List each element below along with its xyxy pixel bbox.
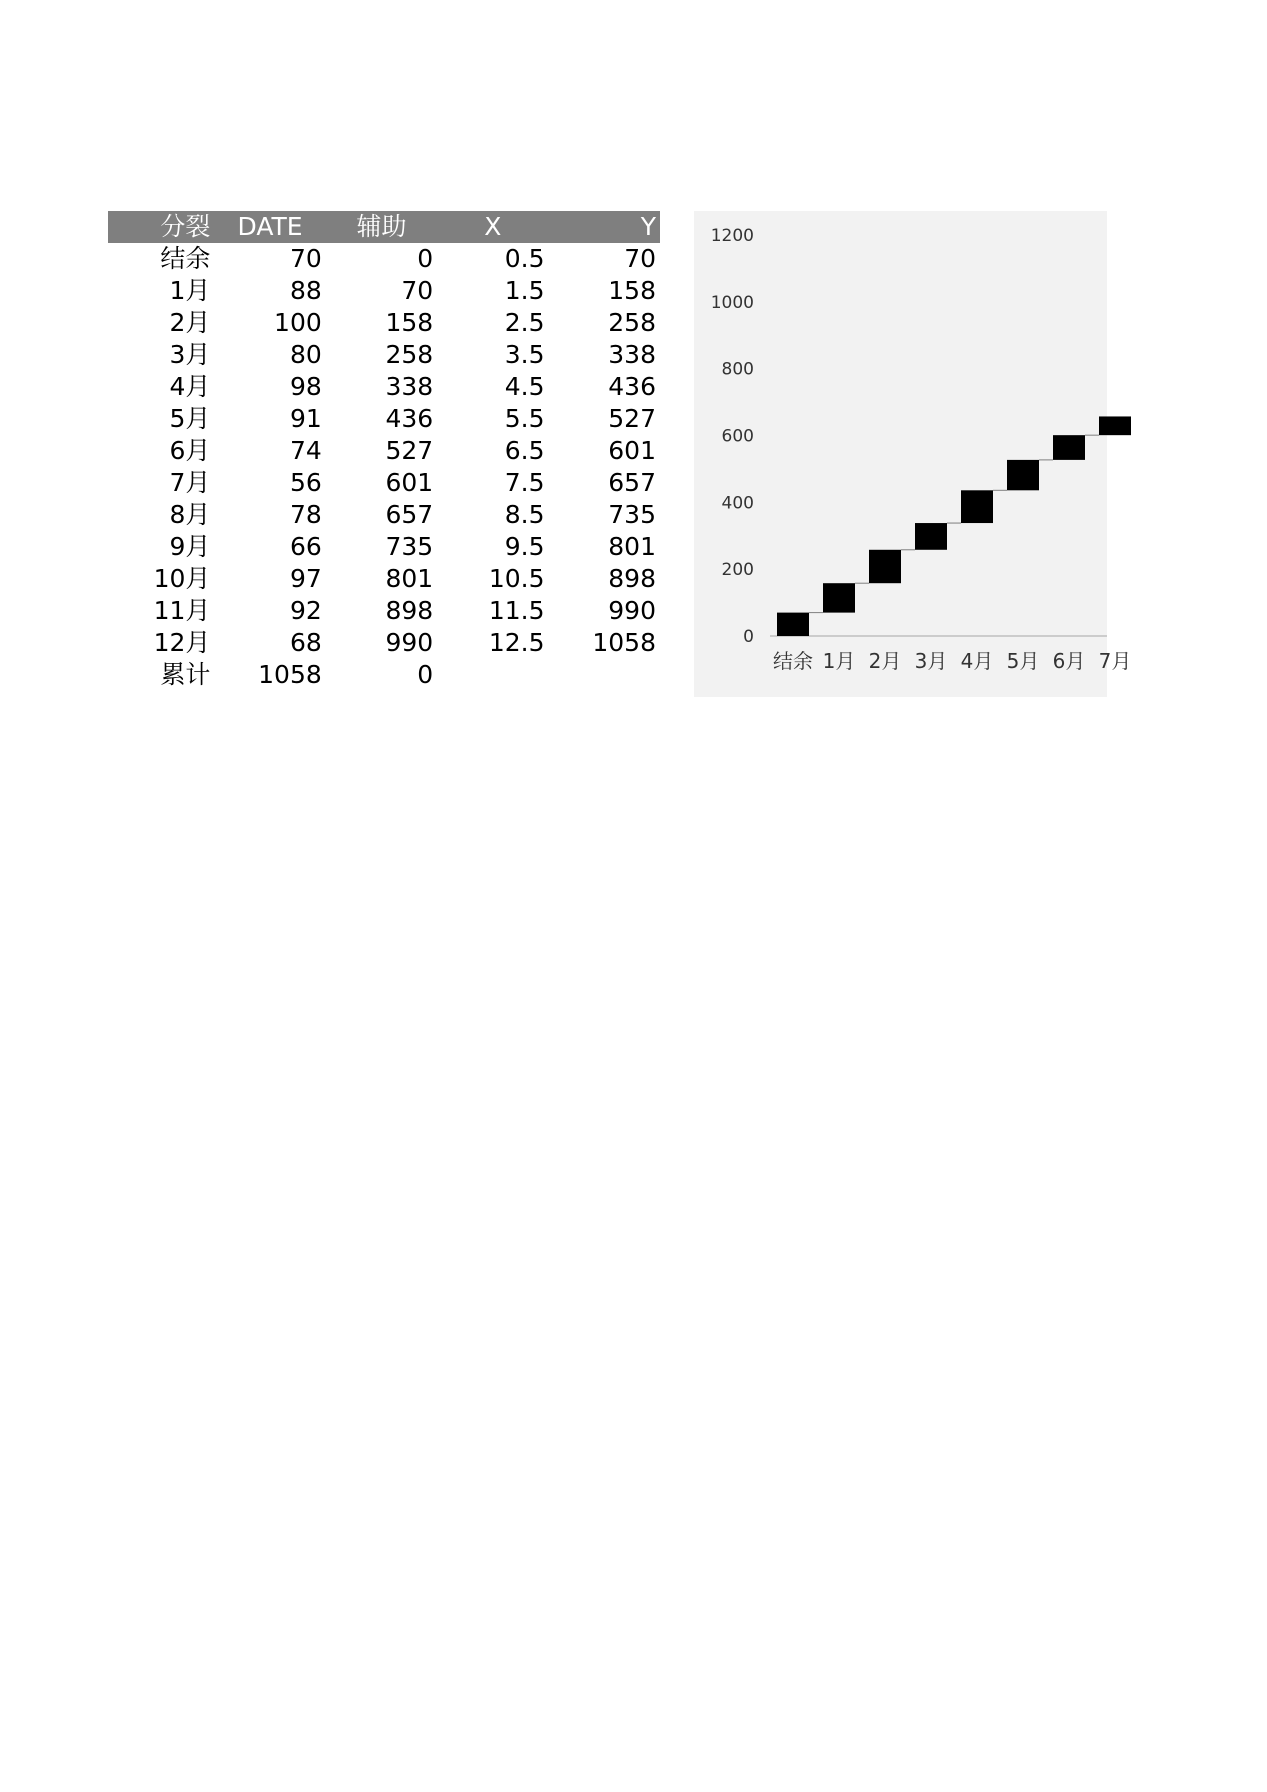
table-row [108, 627, 660, 659]
y-tick-label: 800 [721, 359, 754, 380]
table-cell: 601 [385, 468, 434, 497]
y-tick-label: 200 [721, 560, 754, 581]
x-tick-label: 6月 [1052, 649, 1086, 673]
table-cell: 10月 [153, 564, 211, 593]
table-cell: 6月 [169, 436, 211, 465]
y-tick-label: 400 [721, 493, 754, 514]
column-header: Y [640, 212, 656, 241]
y-tick-label: 600 [721, 426, 754, 447]
table-body [108, 243, 660, 691]
y-tick-label: 0 [743, 627, 754, 647]
table-row [108, 243, 660, 275]
table-cell: 527 [385, 436, 434, 465]
table-cell: 100 [274, 308, 322, 337]
table-row [108, 467, 660, 499]
table-cell: 0 [417, 244, 434, 273]
table-cell: 12.5 [488, 628, 545, 657]
table-cell: 5月 [169, 404, 211, 433]
column-header: 辅助 [356, 212, 407, 241]
table-cell: 10.5 [488, 564, 545, 593]
table-cell: 88 [289, 276, 322, 305]
column-header: X [484, 212, 502, 241]
bar [1053, 435, 1085, 460]
table-cell: 1058 [258, 660, 322, 689]
column-header: DATE [237, 212, 303, 241]
table-cell: 990 [608, 596, 656, 625]
bar [1099, 416, 1131, 435]
table-cell: 7.5 [504, 468, 545, 497]
bar [823, 583, 855, 612]
table-cell: 1.5 [504, 276, 545, 305]
table-cell: 12月 [153, 628, 211, 657]
x-tick-label: 5月 [1006, 649, 1040, 673]
table-cell: 6.5 [504, 436, 545, 465]
table-cell: 8.5 [504, 500, 545, 529]
header-row [108, 211, 660, 243]
table-cell: 735 [385, 532, 434, 561]
table-cell: 338 [385, 372, 434, 401]
table-cell: 11.5 [488, 596, 545, 625]
table-cell: 657 [608, 468, 656, 497]
table-cell: 4月 [169, 372, 211, 401]
x-tick-label: 2月 [868, 649, 902, 673]
table-cell: 累计 [160, 660, 211, 689]
table-cell: 990 [385, 628, 434, 657]
table-cell: 436 [385, 404, 434, 433]
bar [915, 523, 947, 550]
table-cell: 4.5 [504, 372, 545, 401]
table-cell: 527 [608, 404, 656, 433]
table-cell: 80 [289, 340, 322, 369]
y-tick-label: 1000 [710, 292, 754, 313]
table-row [108, 531, 660, 563]
column-header: 分裂 [160, 212, 211, 241]
table-cell: 92 [289, 596, 322, 625]
table-row [108, 659, 660, 691]
table-cell: 3.5 [504, 340, 545, 369]
table-cell: 801 [608, 532, 656, 561]
table-cell: 8月 [169, 500, 211, 529]
table-row [108, 595, 660, 627]
y-tick-label: 1200 [710, 226, 754, 246]
table-row [108, 403, 660, 435]
table-cell: 9月 [169, 532, 211, 561]
table-cell: 0 [417, 660, 434, 689]
table-cell: 68 [289, 628, 322, 657]
table-row [108, 563, 660, 595]
table-cell: 258 [608, 308, 656, 337]
x-tick-label: 1月 [822, 649, 856, 673]
table-cell: 66 [289, 532, 322, 561]
table-cell: 78 [289, 500, 322, 529]
table-cell: 258 [385, 340, 434, 369]
table-cell: 657 [385, 500, 434, 529]
bar [1007, 460, 1039, 490]
table-row [108, 307, 660, 339]
table-cell: 91 [289, 404, 322, 433]
x-tick-label: 3月 [914, 649, 948, 673]
bar [777, 613, 809, 636]
table-cell [549, 659, 660, 691]
bar [869, 550, 901, 583]
table-cell: 97 [289, 564, 322, 593]
table-cell: 0.5 [504, 244, 545, 273]
table-cell: 158 [608, 276, 656, 305]
x-tick-label: 结余 [773, 649, 813, 673]
table-cell: 801 [385, 564, 434, 593]
table-cell: 11月 [153, 596, 211, 625]
table-cell: 436 [608, 372, 656, 401]
table-row [108, 371, 660, 403]
table-cell [437, 659, 548, 691]
table-row [108, 435, 660, 467]
table-cell: 898 [608, 564, 656, 593]
table-cell: 56 [289, 468, 322, 497]
table-cell: 158 [385, 308, 434, 337]
table-cell: 2月 [169, 308, 211, 337]
table-row [108, 499, 660, 531]
table-row [108, 339, 660, 371]
table-cell: 735 [608, 500, 656, 529]
table-cell: 70 [401, 276, 434, 305]
table-cell: 601 [608, 436, 656, 465]
x-tick-label: 7月 [1098, 649, 1132, 673]
table-cell: 1月 [169, 276, 211, 305]
table-cell: 5.5 [504, 404, 545, 433]
table-cell: 338 [608, 340, 656, 369]
table-cell: 2.5 [504, 308, 545, 337]
table-cell: 7月 [169, 468, 211, 497]
table-row [108, 275, 660, 307]
x-tick-label: 4月 [960, 649, 994, 673]
table-cell: 1058 [592, 628, 656, 657]
waterfall-chart [694, 211, 1132, 697]
table-cell: 74 [289, 436, 322, 465]
chart-svg [694, 211, 1132, 697]
table-cell: 3月 [169, 340, 211, 369]
table-cell: 70 [289, 244, 322, 273]
bar [961, 490, 993, 523]
table-cell: 9.5 [504, 532, 545, 561]
table-cell: 98 [289, 372, 322, 401]
table-cell: 898 [385, 596, 434, 625]
table-cell: 70 [624, 244, 656, 273]
table-cell: 结余 [160, 244, 211, 273]
data-table [108, 211, 660, 691]
